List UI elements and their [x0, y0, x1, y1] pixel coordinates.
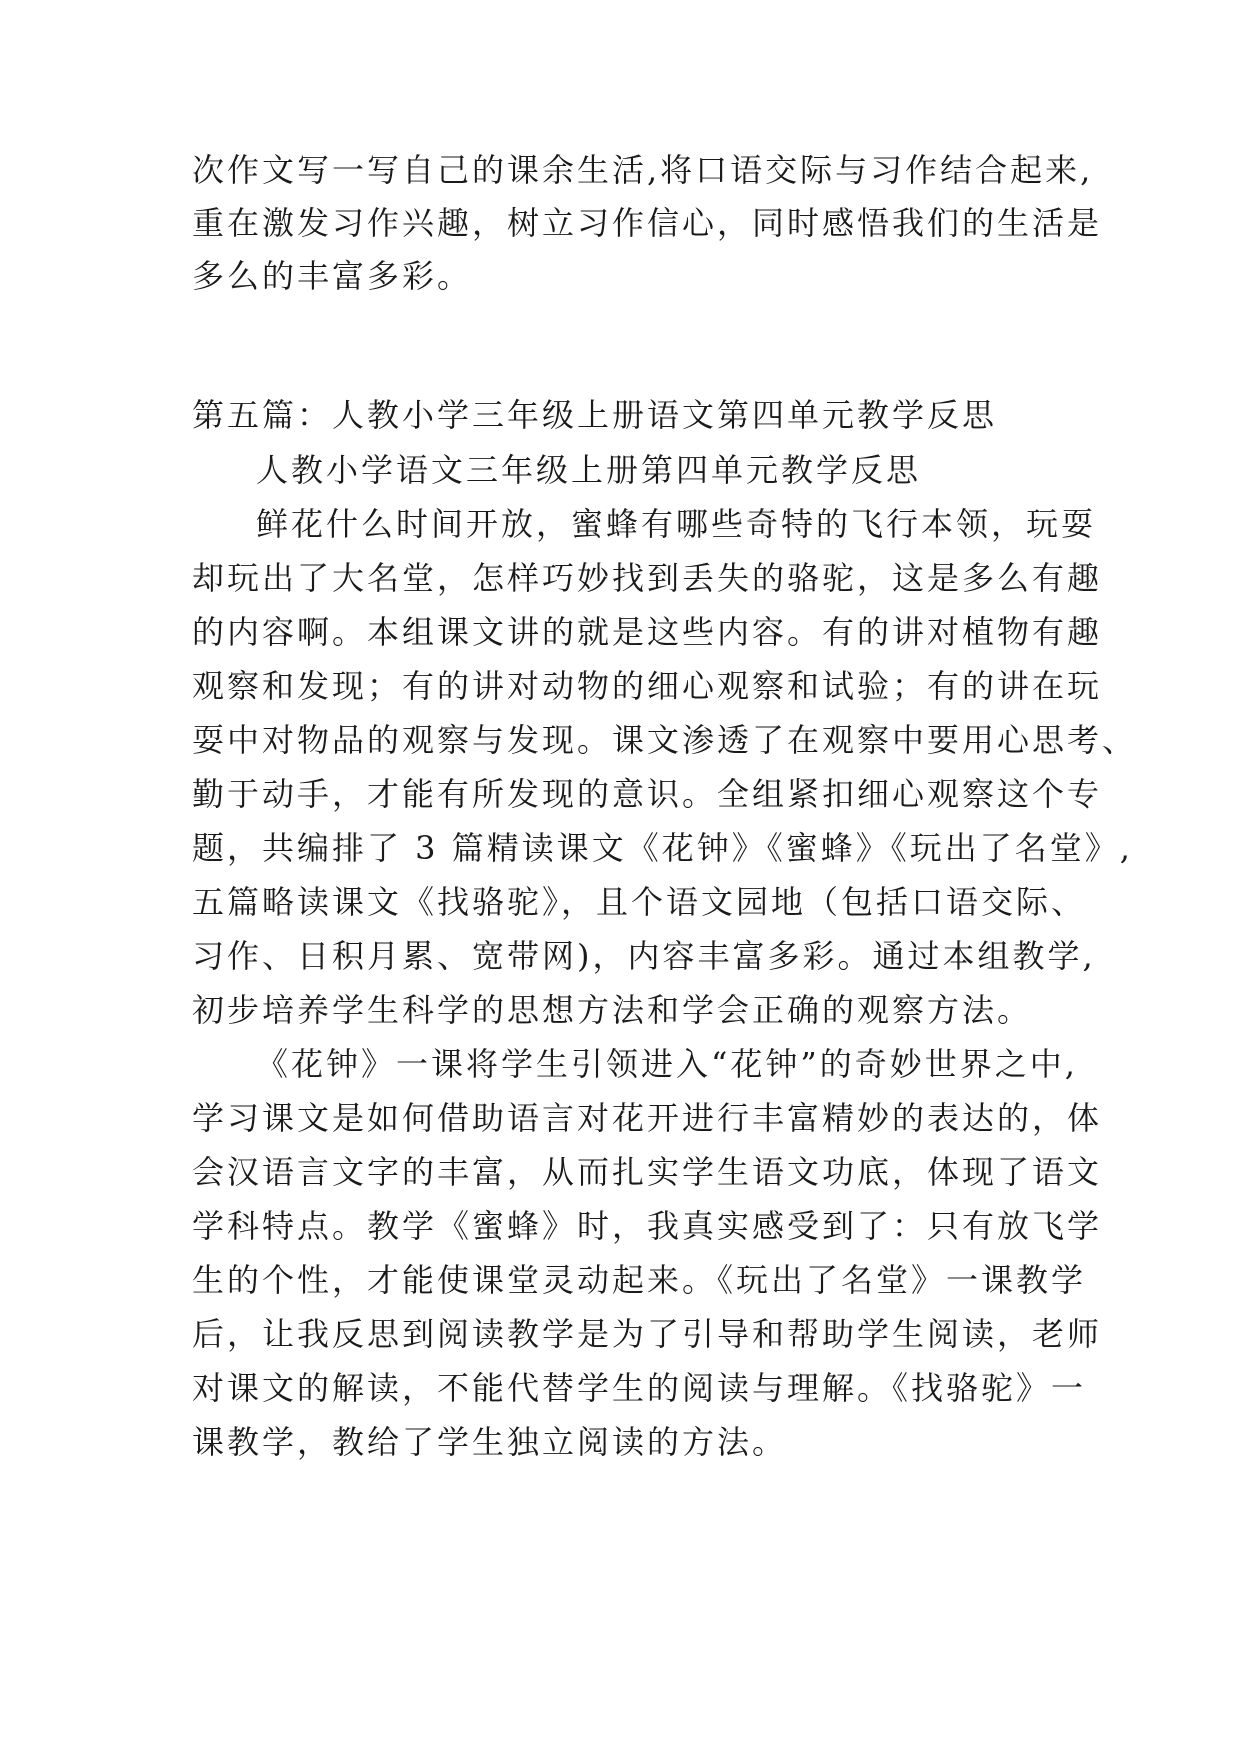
- paragraph-line: 学习课文是如何借助语言对花开进行丰富精妙的表达的，体: [192, 1099, 1103, 1137]
- paragraph-line: 生的个性，才能使课堂灵动起来。《玩出了名堂》一课教学: [192, 1261, 1087, 1299]
- paragraph-line: 习作、日积月累、宽带网)，内容丰富多彩。通过本组教学,: [192, 937, 1096, 975]
- intro-line: 多么的丰富多彩。: [192, 257, 473, 295]
- paragraph-line: 的内容啊。本组课文讲的就是这些内容。有的讲对植物有趣: [192, 613, 1103, 651]
- paragraph-line: 学科特点。教学《蜜蜂》时，我真实感受到了：只有放飞学: [192, 1207, 1103, 1245]
- paragraph-line: 课教学，教给了学生独立阅读的方法。: [192, 1423, 788, 1461]
- section-heading: 第五篇：人教小学三年级上册语文第四单元教学反思: [192, 396, 998, 434]
- paragraph-line: 《花钟》一课将学生引领进入“花钟”的奇妙世界之中,: [256, 1045, 1078, 1083]
- paragraph-line: 初步培养学生科学的思想方法和学会正确的观察方法。: [192, 991, 1033, 1029]
- paragraph-line: 五篇略读课文《找骆驼》，且个语文园地（包括口语交际、: [192, 883, 1087, 921]
- subtitle: 人教小学语文三年级上册第四单元教学反思: [256, 451, 922, 489]
- paragraph-line: 后，让我反思到阅读教学是为了引导和帮助学生阅读，老师: [192, 1315, 1103, 1353]
- paragraph-line: 观察和发现；有的讲对动物的细心观察和试验；有的讲在玩: [192, 667, 1103, 705]
- intro-line: 重在激发习作兴趣，树立习作信心，同时感悟我们的生活是: [192, 204, 1103, 242]
- paragraph-line: 鲜花什么时间开放，蜜蜂有哪些奇特的飞行本领，玩耍: [256, 505, 1097, 543]
- paragraph-line: 会汉语言文字的丰富，从而扎实学生语文功底，体现了语文: [192, 1153, 1103, 1191]
- paragraph-line: 对课文的解读，不能代替学生的阅读与理解。《找骆驼》一: [192, 1369, 1087, 1407]
- paragraph-line: 勤于动手，才能有所发现的意识。全组紧扣细心观察这个专: [192, 775, 1103, 813]
- paragraph-line: 却玩出了大名堂，怎样巧妙找到丢失的骆驼，这是多么有趣: [192, 559, 1103, 597]
- paragraph-line: 耍中对物品的观察与发现。课文渗透了在观察中要用心思考、: [192, 721, 1138, 759]
- paragraph-line: 题，共编排了 3 篇精读课文《花钟》《蜜蜂》《玩出了名堂》,: [192, 829, 1133, 867]
- intro-line: 次作文写一写自己的课余生活,将口语交际与习作结合起来,: [192, 151, 1094, 189]
